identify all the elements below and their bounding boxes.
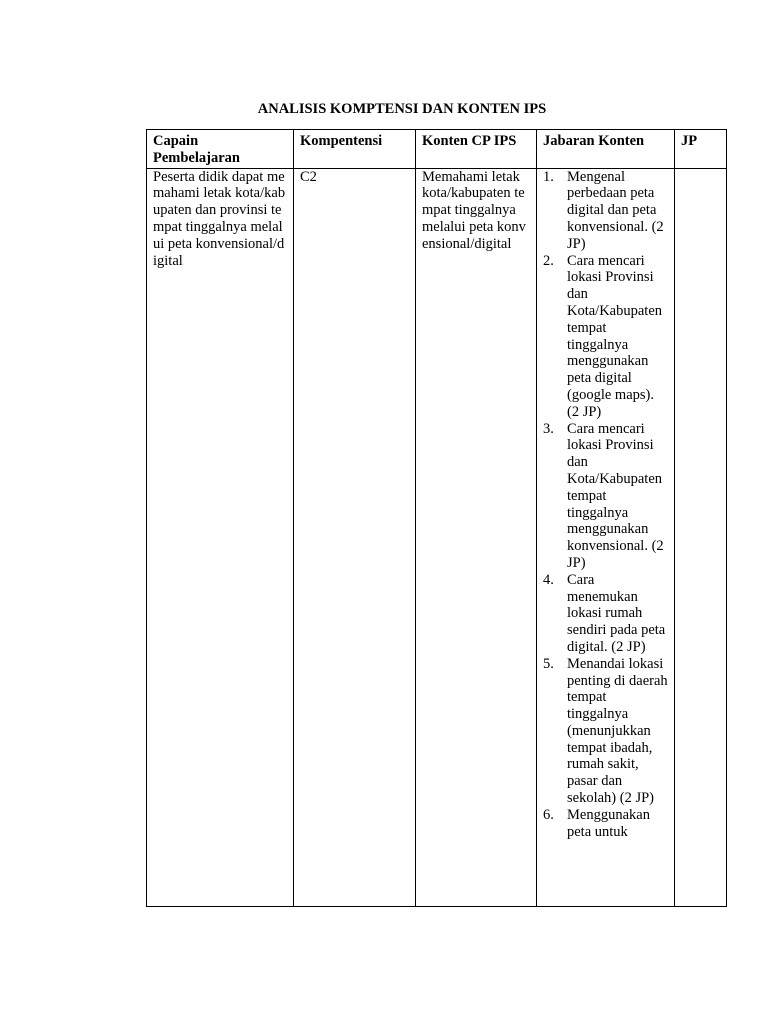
document-title: ANALISIS KOMPTENSI DAN KONTEN IPS: [257, 101, 547, 117]
list-item-text: Cara mencari lokasi Provinsi dan Kota/Kabupaten tempat tinggalnya menggunakan konvensional. (2 JP): [567, 420, 664, 571]
list-item: [543, 572, 668, 656]
header-konten: Konten CP IPS: [416, 130, 537, 169]
header-jabaran: Jabaran Konten: [537, 130, 675, 169]
list-item-text: Menandai lokasi penting di daerah tempat tinggalnya (menunjukkan tempat ibadah, rumah sakit, pasar dan sekolah) (2 JP): [567, 655, 668, 807]
cell-jabaran: [537, 168, 675, 906]
table-header-row: [147, 130, 727, 169]
table-row: [147, 168, 727, 906]
list-item: [543, 169, 668, 253]
list-item-number: 2.: [543, 252, 554, 269]
list-item: [543, 421, 668, 572]
competency-table: [146, 129, 727, 907]
cell-jp: [675, 168, 727, 906]
list-item-number: 4.: [543, 571, 554, 588]
list-item-text: Cara mencari lokasi Provinsi dan Kota/Kabupaten tempat tinggalnya menggunakan peta digital (google maps). (2 JP): [567, 252, 663, 420]
list-item: [543, 253, 668, 421]
list-item-number: 1.: [543, 168, 554, 185]
cell-kompetensi: C2: [294, 168, 416, 906]
header-capain: Capain Pembelajaran: [147, 130, 294, 169]
list-item-text: Mengenal perbedaan peta digital dan peta konvensional. (2 JP): [567, 168, 664, 252]
cell-konten: Memahami letak kota/kabupaten tempat tinggalnya melalui peta konvensional/digital: [416, 168, 537, 906]
header-kompetensi: Kompentensi: [294, 130, 416, 169]
list-item: [543, 807, 668, 841]
list-item-text: Cara menemukan lokasi rumah sendiri pada peta digital. (2 JP): [567, 571, 666, 655]
cell-capain: Peserta didik dapat memahami letak kota/kabupaten dan provinsi tempat tinggalnya melalui peta konvensional/digital: [147, 168, 294, 906]
list-item-number: 3.: [543, 420, 554, 437]
list-item-number: 5.: [543, 655, 554, 672]
list-item-text: Menggunakan peta untuk: [567, 806, 650, 840]
jabaran-list: [543, 169, 668, 841]
list-item: [543, 656, 668, 807]
header-jp: JP: [675, 130, 727, 169]
list-item-number: 6.: [543, 806, 554, 823]
